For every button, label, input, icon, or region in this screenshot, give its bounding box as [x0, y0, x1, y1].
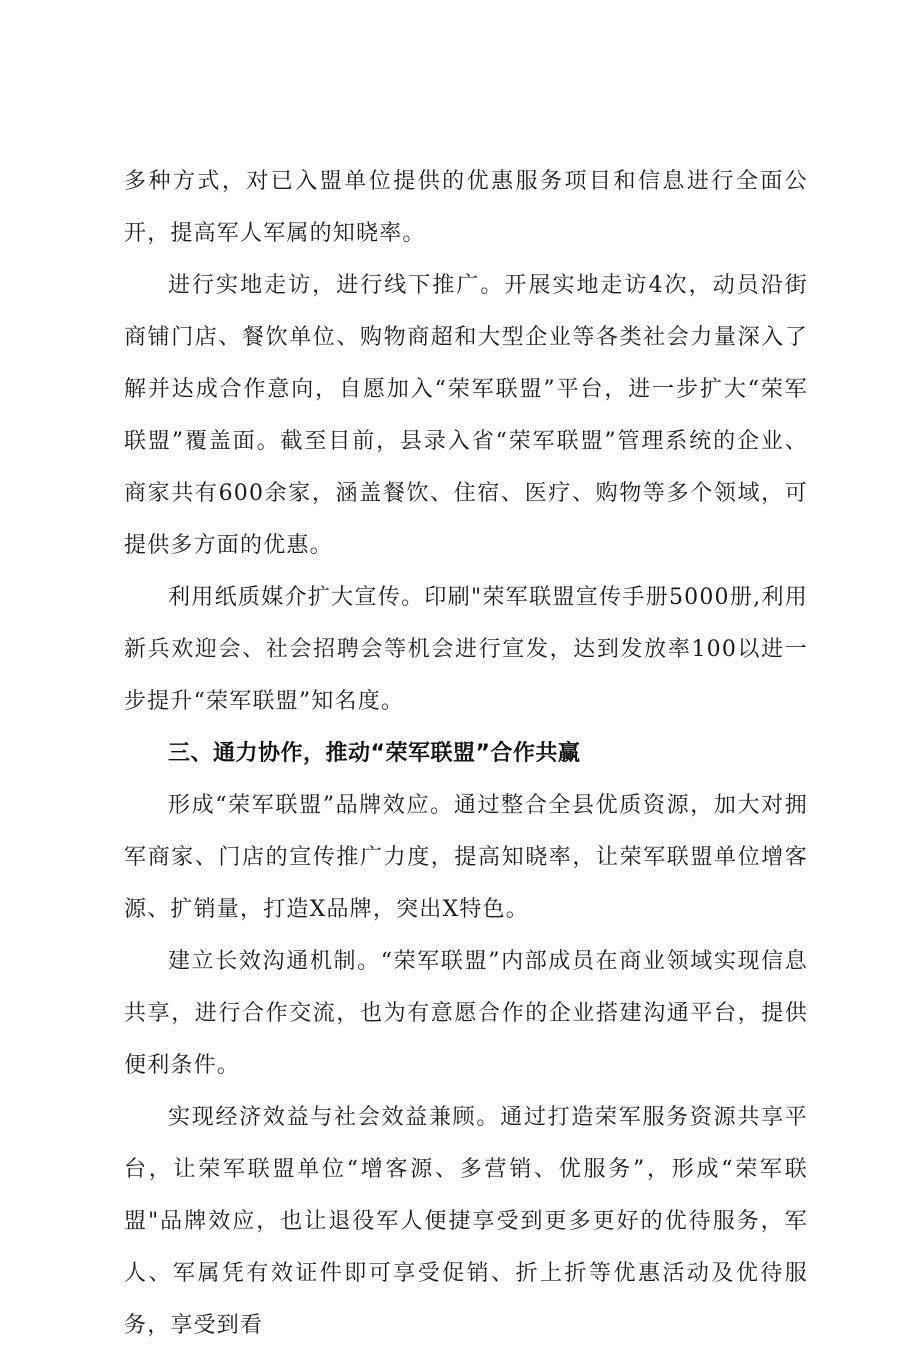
paragraph-field-visits: 进行实地走访，进行线下推广。开展实地走访4次，动员沿街商铺门店、餐饮单位、购物商超和大型企业等各类社会力量深入了解并达成合作意向，自愿加入“荣军联盟”平台，进一步扩大“荣军联盟”覆盖面。截至目前，县录入省“荣军联盟”管理系统的企业、商家共有600余家，涵盖餐饮、住宿、医疗、购物等多个领域，可提供多方面的优惠。 — [124, 273, 808, 558]
paragraph-print-media: 利用纸质媒介扩大宣传。印刷"荣军联盟宣传手册5000册,利用新兵欢迎会、社会招聘会等机会进行宣发，达到发放率100以进一步提升“荣军联盟”知名度。 — [124, 585, 808, 714]
section-heading-3: 三、通力协作，推动“荣军联盟”合作共赢 — [168, 741, 581, 766]
paragraph-communication-mechanism: 建立长效沟通机制。“荣军联盟”内部成员在商业领域实现信息共享，进行合作交流，也为有意愿合作的企业搭建沟通平台，提供便利条件。 — [124, 949, 808, 1078]
paragraph-economic-social-benefits: 实现经济效益与社会效益兼顾。通过打造荣军服务资源共享平台，让荣军联盟单位“增客源、多营销、优服务”，形成“荣军联盟"品牌效应，也让退役军人便捷享受到更多更好的优待服务，军人、军属凭有效证件即可享受促销、折上折等优惠活动及优待服务，享受到看 — [124, 1105, 808, 1338]
document-page — [124, 156, 808, 1352]
paragraph-continuation: 多种方式，对已入盟单位提供的优惠服务项目和信息进行全面公开，提高军人军属的知晓率。 — [124, 169, 808, 246]
paragraph-brand-effect: 形成“荣军联盟”品牌效应。通过整合全县优质资源，加大对拥军商家、门店的宣传推广力度，提高知晓率，让荣军联盟单位增客源、扩销量，打造X品牌，突出X特色。 — [124, 793, 808, 922]
